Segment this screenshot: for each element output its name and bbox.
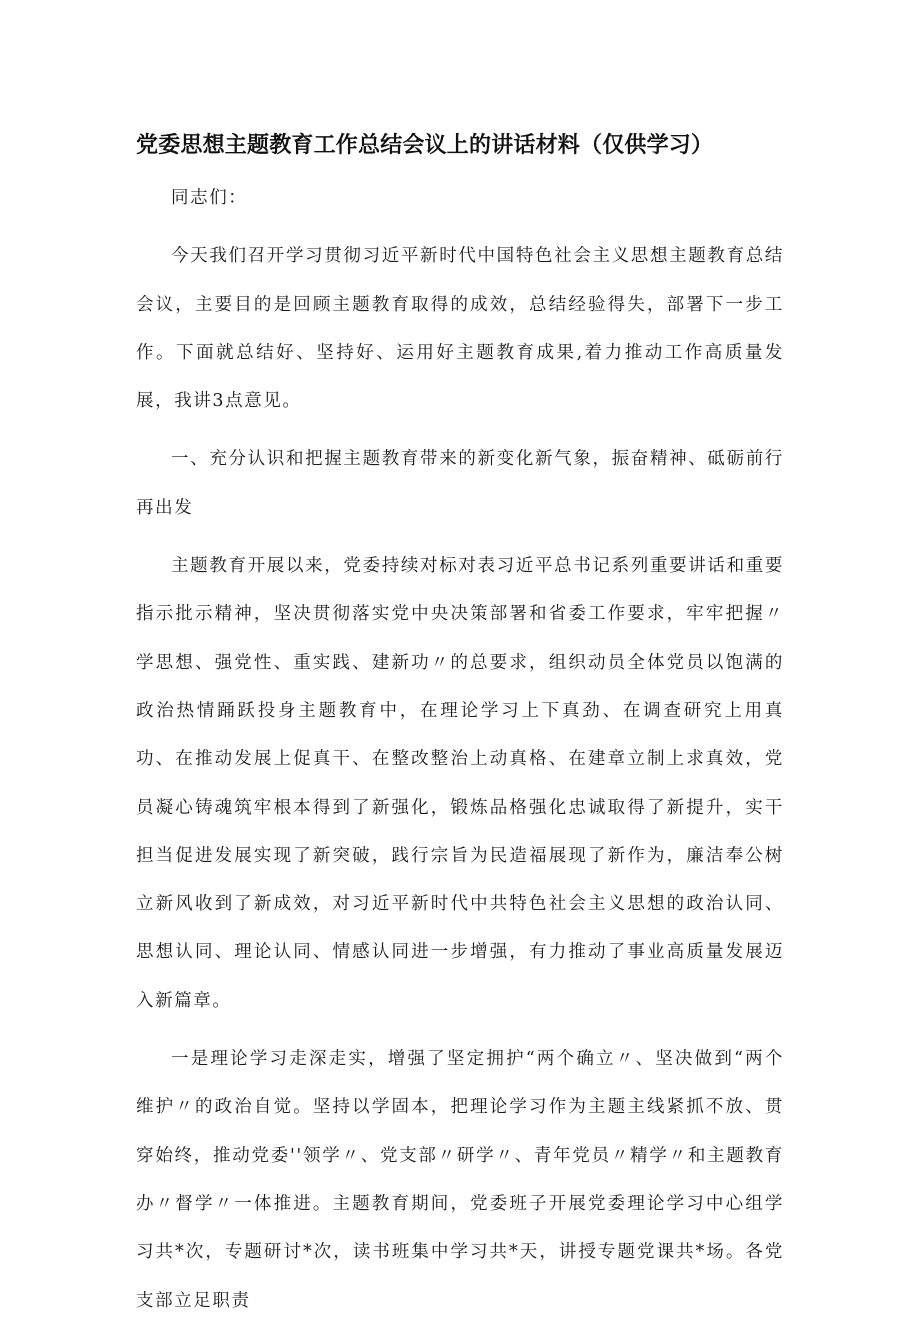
document-body — [136, 150, 784, 1325]
paragraph-theory-study: 一是理论学习走深走实，增强了坚定拥护“两个确立〃、坚决做到“两个维护〃的政治自觉。坚持以学固本，把理论学习作为主题主线紧抓不放、贯穿始终，推动党委''领学〃、党支部〃研学〃、青年党员〃精学〃和主题教育办〃督学〃一体推进。主题教育期间，党委班子开展党委理论学习中心组学习共*次，专题研讨*次，读书班集中学习共*天，讲授专题党课共*场。各党支部立足职责 — [136, 1049, 784, 1311]
paragraph-overview: 主题教育开展以来，党委持续对标对表习近平总书记系列重要讲话和重要指示批示精神，坚决贯彻落实党中央决策部署和省委工作要求，牢牢把握〃学思想、强党性、重实践、建新功〃的总要求，组织动员全体党员以饱满的政治热情踊跃投身主题教育中，在理论学习上下真劲、在调查研究上用真功、在推动发展上促真干、在整改整治上动真格、在建章立制上求真效，党员凝心铸魂筑牢根本得到了新强化，锻炼品格强化忠诚取得了新提升，实干担当促进发展实现了新突破，践行宗旨为民造福展现了新作为，廉洁奉公树立新风收到了新成效，对习近平新时代中共特色社会主义思想的政治认同、思想认同、理论认同、情感认同进一步增强，有力推动了事业高质量发展迈入新篇章。 — [136, 556, 784, 1011]
section-heading-1: 一、充分认识和把握主题教育带来的新变化新气象，振奋精神、砥砺前行再出发 — [136, 449, 784, 518]
greeting: 同志们： — [171, 188, 248, 208]
document-title: 党委思想主题教育工作总结会议上的讲话材料（仅供学习） — [136, 133, 714, 158]
paragraph-intro: 今天我们召开学习贯彻习近平新时代中国特色社会主义思想主题教育总结会议，主要目的是回顾主题教育取得的成效，总结经验得失，部署下一步工作。下面就总结好、坚持好、运用好主题教育成果,着力推动工作高质量发展，我讲3点意见。 — [136, 246, 784, 412]
